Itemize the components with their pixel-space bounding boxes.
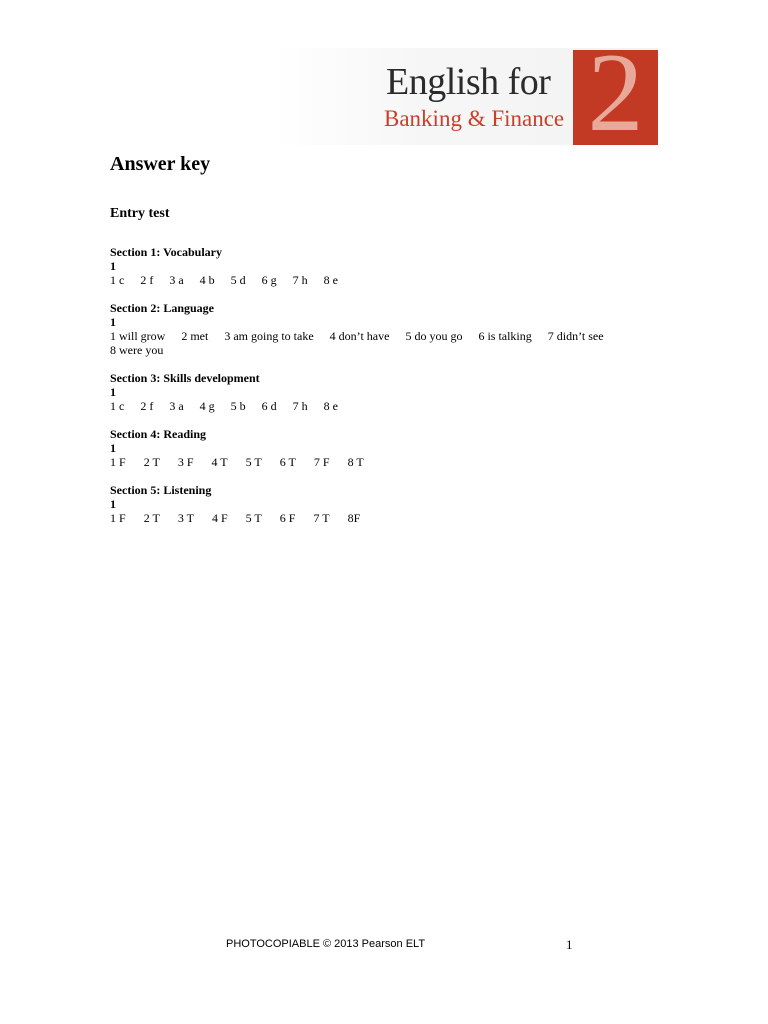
answer-item: 2 T (143, 455, 160, 469)
answer-item: 8F (347, 511, 361, 525)
answer-item: 7 T (313, 511, 330, 525)
answer-item: 3 a (169, 273, 184, 287)
answer-item: 8 e (323, 399, 338, 413)
banner-title: English for (386, 61, 551, 103)
answer-item: 1 F (110, 455, 126, 469)
section-title: Section 5: Listening (110, 483, 212, 497)
banner-subtitle: Banking & Finance (384, 106, 565, 131)
section-4 (110, 427, 650, 469)
answer-item: 2 f (140, 399, 154, 413)
answer-list (110, 455, 650, 469)
answer-item: 3 T (177, 511, 194, 525)
answer-item: 5 d (230, 273, 246, 287)
answer-item: 1 c (110, 399, 125, 413)
answer-item: 8 were you (110, 343, 164, 357)
exercise-number: 1 (110, 497, 116, 511)
answer-item: 5 do you go (405, 329, 463, 343)
section-3 (110, 371, 650, 413)
section-2 (110, 301, 650, 357)
answer-item: 4 F (211, 511, 228, 525)
answer-item: 3 a (169, 399, 184, 413)
answer-item: 2 T (143, 511, 160, 525)
answer-list (110, 511, 650, 525)
course-banner (272, 31, 658, 155)
answer-item: 6 T (279, 455, 296, 469)
answer-item: 7 h (292, 399, 308, 413)
page-number: 1 (566, 937, 573, 952)
page-subtitle: Entry test (110, 206, 170, 221)
answer-item: 6 g (261, 273, 277, 287)
level-number: 2 (587, 31, 644, 155)
answer-item: 6 is talking (478, 329, 532, 343)
answer-item: 7 h (292, 273, 308, 287)
page-title: Answer key (110, 153, 211, 175)
section-title: Section 1: Vocabulary (110, 245, 223, 259)
section-title: Section 4: Reading (110, 427, 206, 441)
answer-list (110, 273, 650, 287)
answer-item: 1 will grow (110, 329, 166, 343)
section-5 (110, 483, 650, 525)
section-1 (110, 245, 650, 287)
answer-item: 2 met (181, 329, 209, 343)
exercise-number: 1 (110, 315, 116, 329)
answer-list (110, 399, 650, 413)
exercise-number: 1 (110, 259, 116, 273)
answer-item: 7 didn’t see (547, 329, 604, 343)
answer-item: 4 don’t have (329, 329, 390, 343)
level-badge (573, 31, 658, 155)
answer-item: 3 F (177, 455, 194, 469)
answer-item: 4 g (199, 399, 215, 413)
answer-item: 8 e (323, 273, 338, 287)
answer-item: 4 b (199, 273, 215, 287)
answer-item: 4 T (211, 455, 228, 469)
section-title: Section 3: Skills development (110, 371, 260, 385)
answer-item: 6 d (261, 399, 277, 413)
answer-item: 5 T (245, 455, 262, 469)
answer-item: 1 F (110, 511, 126, 525)
answer-item: 3 am going to take (224, 329, 314, 343)
answer-item: 8 T (347, 455, 364, 469)
answer-item: 5 T (245, 511, 262, 525)
answer-item: 6 F (279, 511, 296, 525)
answer-list (110, 329, 650, 357)
answer-item: 5 b (230, 399, 246, 413)
copyright-notice: PHOTOCOPIABLE © 2013 Pearson ELT (226, 938, 426, 950)
section-title: Section 2: Language (110, 301, 215, 315)
exercise-number: 1 (110, 441, 116, 455)
exercise-number: 1 (110, 385, 116, 399)
answer-item: 1 c (110, 273, 125, 287)
answer-item: 2 f (140, 273, 154, 287)
answer-item: 7 F (313, 455, 330, 469)
